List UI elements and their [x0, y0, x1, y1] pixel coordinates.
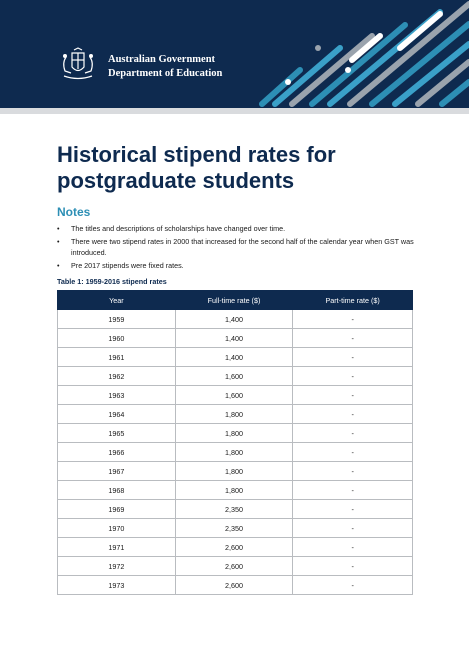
table-row: [58, 310, 413, 329]
cell-part-time: -: [293, 310, 413, 329]
cell-year: 1959: [58, 310, 176, 329]
cell-year: 1972: [58, 557, 176, 576]
cell-year: 1968: [58, 481, 176, 500]
cell-part-time: -: [293, 424, 413, 443]
cell-full-time: 2,350: [175, 519, 293, 538]
header-banner: [0, 0, 469, 108]
cell-year: 1960: [58, 329, 176, 348]
table-row: [58, 538, 413, 557]
cell-year: 1961: [58, 348, 176, 367]
cell-year: 1966: [58, 443, 176, 462]
cell-full-time: 2,350: [175, 500, 293, 519]
cell-full-time: 1,400: [175, 310, 293, 329]
bullet-icon: •: [57, 260, 60, 270]
cell-year: 1973: [58, 576, 176, 595]
cell-full-time: 2,600: [175, 576, 293, 595]
cell-full-time: 1,800: [175, 462, 293, 481]
table-header-row: [58, 291, 413, 310]
cell-year: 1965: [58, 424, 176, 443]
cell-part-time: -: [293, 557, 413, 576]
cell-full-time: 2,600: [175, 557, 293, 576]
table-caption: Table 1: 1959-2016 stipend rates: [57, 277, 167, 286]
cell-full-time: 1,800: [175, 405, 293, 424]
cell-full-time: 1,400: [175, 348, 293, 367]
cell-part-time: -: [293, 500, 413, 519]
bullet-icon: •: [57, 224, 60, 233]
table-row: [58, 481, 413, 500]
cell-part-time: -: [293, 386, 413, 405]
table-row: [58, 348, 413, 367]
list-item: [57, 236, 417, 259]
cell-part-time: -: [293, 519, 413, 538]
table-row: [58, 519, 413, 538]
cell-full-time: 1,600: [175, 367, 293, 386]
org-line-2: Department of Education: [108, 68, 223, 79]
cell-part-time: -: [293, 462, 413, 481]
column-header-part-time: Part-time rate ($): [293, 291, 413, 310]
cell-part-time: -: [293, 367, 413, 386]
table-row: [58, 424, 413, 443]
cell-part-time: -: [293, 443, 413, 462]
cell-part-time: -: [293, 538, 413, 557]
cell-year: 1967: [58, 462, 176, 481]
table-row: [58, 329, 413, 348]
note-text: There were two stipend rates in 2000 that increased for the second half of the calendar year when GST was introduced.: [71, 236, 414, 257]
table-row: [58, 386, 413, 405]
table-row: [58, 462, 413, 481]
stipend-rates-table: [57, 290, 413, 595]
cell-full-time: 1,800: [175, 443, 293, 462]
cell-year: 1964: [58, 405, 176, 424]
cell-full-time: 1,800: [175, 424, 293, 443]
cell-part-time: -: [293, 329, 413, 348]
cell-year: 1962: [58, 367, 176, 386]
table-row: [58, 367, 413, 386]
cell-year: 1969: [58, 500, 176, 519]
cell-year: 1970: [58, 519, 176, 538]
bullet-icon: •: [57, 236, 60, 246]
table-row: [58, 500, 413, 519]
notes-list: [57, 223, 417, 272]
table-row: [58, 405, 413, 424]
table-row: [58, 443, 413, 462]
cell-part-time: -: [293, 405, 413, 424]
table-row: [58, 557, 413, 576]
header-divider: [0, 108, 469, 114]
column-header-full-time: Full-time rate ($): [175, 291, 293, 310]
notes-heading: Notes: [57, 205, 91, 219]
cell-part-time: -: [293, 481, 413, 500]
page-title: Historical stipend rates for postgraduate students: [57, 142, 336, 193]
cell-full-time: 1,600: [175, 386, 293, 405]
cell-part-time: -: [293, 348, 413, 367]
org-line-1: Australian Government: [108, 54, 216, 65]
list-item: [57, 260, 417, 272]
cell-full-time: 1,400: [175, 329, 293, 348]
table-row: [58, 576, 413, 595]
government-wordmark: [108, 53, 222, 81]
note-text: Pre 2017 stipends were fixed rates.: [71, 260, 184, 270]
cell-full-time: 2,600: [175, 538, 293, 557]
cell-year: 1971: [58, 538, 176, 557]
cell-year: 1963: [58, 386, 176, 405]
list-item: [57, 223, 417, 235]
column-header-year: Year: [58, 291, 176, 310]
cell-part-time: -: [293, 576, 413, 595]
cell-full-time: 1,800: [175, 481, 293, 500]
note-text: The titles and descriptions of scholarships have changed over time.: [71, 224, 286, 233]
coat-of-arms-icon: [56, 47, 100, 81]
